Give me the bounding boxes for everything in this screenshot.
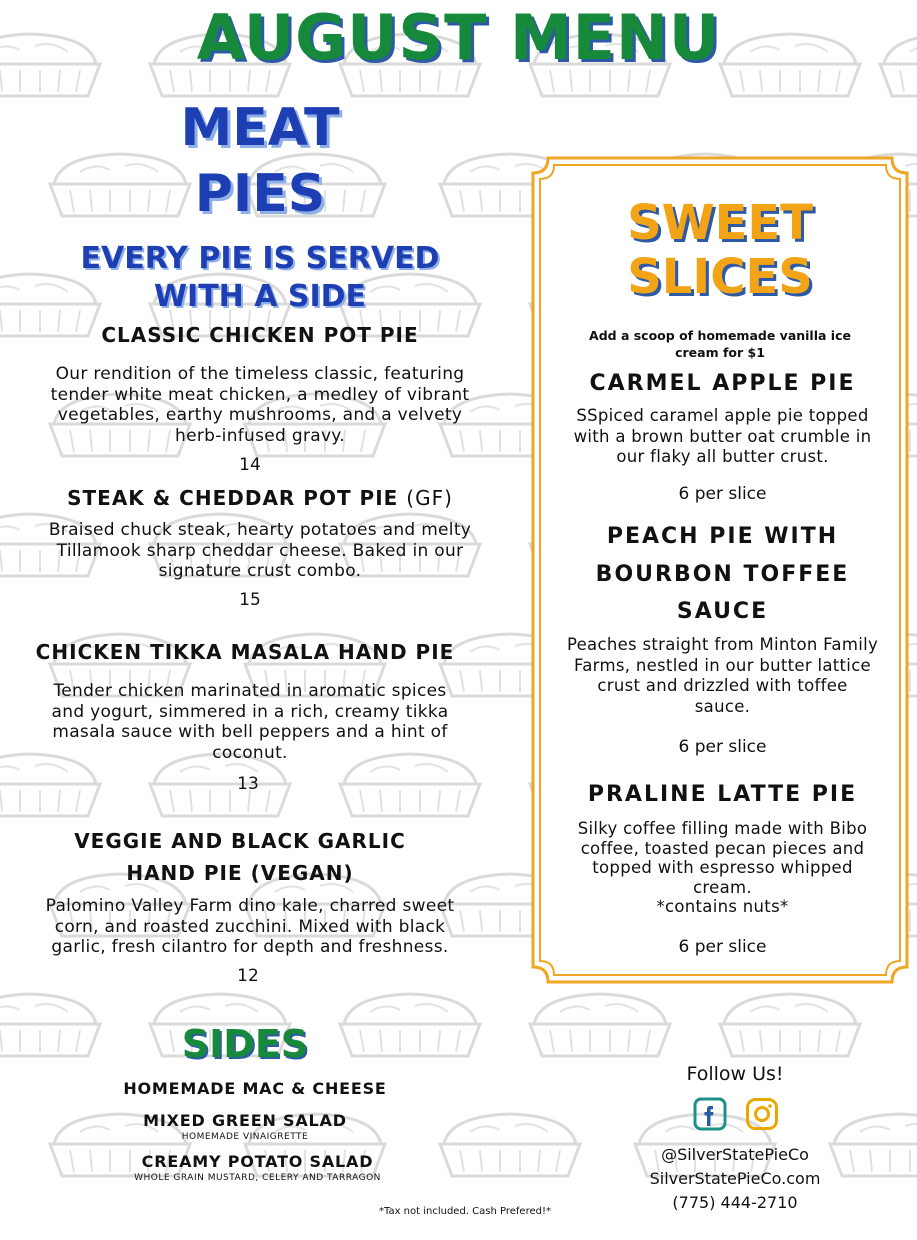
desc-line: tender white meat chicken, a medley of vibrant — [50, 384, 470, 405]
tax-note: *Tax not included. Cash Prefered!* — [379, 1206, 551, 1217]
desc-line: Silky coffee filling made with Bibo — [577, 819, 868, 838]
sweet-item-name — [545, 518, 900, 631]
desc-line: with a brown butter oat crumble in — [573, 426, 872, 446]
desc-line: signature crust combo. — [158, 561, 362, 581]
menu-item-price: 12 — [237, 966, 259, 986]
sweet-item-description — [540, 635, 905, 717]
instagram-icon[interactable] — [745, 1097, 779, 1135]
sweet-item-price: 6 per slice — [678, 484, 767, 504]
sweet-item-price: 6 per slice — [678, 737, 767, 757]
desc-line: Farms, nestled in our butter lattice — [573, 655, 872, 675]
served-line1: EVERY PIE IS SERVED — [80, 241, 440, 276]
ice-cream-note — [570, 327, 870, 361]
desc-line: topped with espresso whipped — [592, 858, 853, 877]
menu-item-name: CLASSIC CHICKEN POT PIE — [101, 323, 419, 347]
sweet-heading-line1: SWEET — [627, 195, 813, 251]
side-item-subtitle: HOMEMADE VINAIGRETTE — [181, 1132, 309, 1142]
sweet-item-description — [545, 819, 900, 917]
menu-item-description — [10, 520, 510, 582]
social-handle[interactable]: @SilverStatePieCo — [661, 1145, 809, 1164]
menu-item-price: 14 — [239, 455, 261, 475]
note-line: Add a scoop of homemade vanilla ice — [589, 328, 851, 343]
sweet-item-description — [545, 406, 900, 468]
menu-item-name: CHICKEN TIKKA MASALA HAND PIE — [35, 640, 455, 664]
desc-line: coffee, toasted pecan pieces and — [580, 838, 865, 858]
page-title: AUGUST MENU — [196, 1, 721, 74]
sweet-item-name: PRALINE LATTE PIE — [587, 782, 858, 807]
desc-line: Our rendition of the timeless classic, featuring — [55, 364, 465, 384]
desc-line: Braised chuck steak, hearty potatoes and melty — [48, 520, 472, 540]
item-name-line: PEACH PIE WITH — [606, 524, 839, 549]
menu-item-description — [0, 896, 500, 958]
contact-info — [625, 1143, 845, 1215]
desc-line: herb-infused gravy. — [175, 425, 345, 446]
side-item-name: HOMEMADE MAC & CHEESE — [123, 1079, 387, 1098]
sweet-item-name: CARMEL APPLE PIE — [589, 371, 856, 396]
website-link[interactable]: SilverStatePieCo.com — [649, 1169, 821, 1188]
item-name-line: HAND PIE (VEGAN) — [126, 861, 354, 885]
phone-number[interactable]: (775) 444-2710 — [672, 1193, 798, 1212]
desc-line: Palomino Valley Farm dino kale, charred sweet — [45, 896, 455, 916]
sweet-item-price: 6 per slice — [678, 937, 767, 957]
desc-line: masala sauce with bell peppers and a hint of — [52, 722, 448, 742]
desc-line: crust and drizzled with toffee — [597, 676, 848, 695]
desc-line: cream. — [693, 877, 752, 897]
sweet-slices-heading — [600, 196, 840, 304]
desc-line: coconut. — [212, 742, 288, 763]
served-line2: WITH A SIDE — [153, 279, 367, 314]
meat-heading-line2: PIES — [194, 164, 326, 224]
facebook-icon[interactable] — [693, 1097, 727, 1135]
item-name-line: VEGGIE AND BLACK GARLIC — [74, 829, 406, 853]
sweet-heading-line2: SLICES — [627, 249, 813, 305]
desc-line: garlic, fresh cilantro for depth and freshness. — [51, 937, 449, 957]
menu-item-price: 13 — [237, 774, 259, 794]
follow-us-label: Follow Us! — [686, 1063, 784, 1085]
item-name-text: STEAK & CHEDDAR POT PIE — [67, 486, 399, 510]
desc-line: corn, and roasted zucchini. Mixed with black — [54, 916, 446, 937]
desc-line: Tender chicken marinated in aromatic spices — [53, 681, 447, 701]
served-with-side-note — [60, 240, 460, 316]
desc-line: Tillamook sharp cheddar cheese. Baked in our — [56, 540, 464, 561]
menu-item-description — [10, 364, 510, 446]
gluten-free-tag: (GF) — [406, 486, 453, 510]
item-name-line: BOURBON TOFFEE — [595, 561, 850, 587]
allergen-note: *contains nuts* — [656, 897, 789, 916]
side-item-name: MIXED GREEN SALAD — [143, 1111, 347, 1130]
desc-line: vegetables, earthy mushrooms, and a velvety — [57, 405, 463, 425]
meat-pies-heading — [150, 95, 370, 227]
meat-heading-line1: MEAT — [180, 98, 340, 158]
sides-heading: SIDES — [181, 1022, 309, 1066]
desc-line: sauce. — [694, 696, 751, 716]
desc-line: Peaches straight from Minton Family — [566, 635, 879, 654]
item-name-line: SAUCE — [676, 599, 769, 624]
menu-item-price: 15 — [239, 590, 261, 610]
menu-item-description — [10, 681, 490, 763]
side-item-subtitle: WHOLE GRAIN MUSTARD, CELERY AND TARRAGON — [134, 1173, 381, 1183]
menu-item-name — [20, 486, 500, 510]
menu-item-name — [0, 825, 480, 889]
side-item-name: CREAMY POTATO SALAD — [141, 1152, 374, 1171]
desc-line: and yogurt, simmered in a rich, creamy tikka — [51, 701, 449, 722]
note-line: cream for $1 — [675, 345, 765, 360]
desc-line: our flaky all butter crust. — [616, 447, 829, 466]
desc-line: SSpiced caramel apple pie topped — [576, 406, 869, 425]
